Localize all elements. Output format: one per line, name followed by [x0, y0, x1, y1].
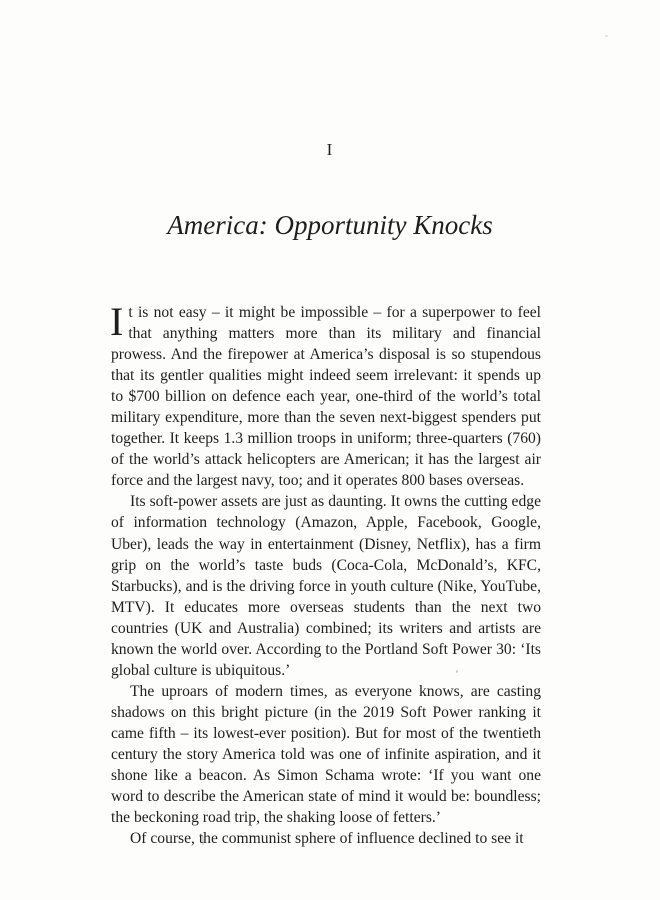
paragraph: The uproars of modern times, as everyone knows, are casting shadows on this bright picture (in the 2019 Soft Power ranking it came fifth – its lowest-ever position). But for most of the twentieth century the story America told was one of infinite aspiration, and it shone like a beacon. As Simon Schama wrote: ‘If you want one word to describe the American state of mind it would be: boundless; the beckoning road trip, the shaking loose of fetters.’: [111, 682, 541, 827]
paragraph-text: t is not easy – it might be impossible – for a superpower to feel that anything matters more than its military and financial prowess. And the firepower at America’s disposal is so stupendous that its gentler qualities might indeed seem irrelevant: it spends up to $700 billion on defence each year, one-third of the world’s total military expenditure, more than the seven next-biggest spenders put together. It keeps 1.3 million troops in uniform; three-quarters (760) of the world’s attack helicopters are American; it has the largest air force and the largest navy, too; and it operates 800 bases overseas.: [111, 304, 541, 490]
drop-cap: I: [110, 299, 124, 344]
scan-speck: [605, 35, 608, 37]
chapter-body: [110, 299, 541, 849]
paragraph: Its soft-power assets are just as daunting. It owns the cutting edge of information technology (Amazon, Apple, Facebook, Google, Uber), leads the way in entertainment (Disney, Netflix), has a firm grip on the world’s taste buds (Coca-Cola, McDonald’s, KFC, Starbucks), and is the driving force in youth culture (Nike, YouTube, MTV). It educates more overseas students than the next two countries (UK and Australia) combined; its writers and artists are known the world over. According to the Portland Soft Power 30: ‘Its global culture is ubiquitous.’: [111, 493, 541, 679]
chapter-title: America: Opportunity Knocks: [167, 210, 493, 240]
chapter-number: I: [326, 140, 334, 159]
paragraph: [110, 299, 541, 491]
paragraph: Of course, the communist sphere of influence declined to see it: [130, 830, 524, 848]
